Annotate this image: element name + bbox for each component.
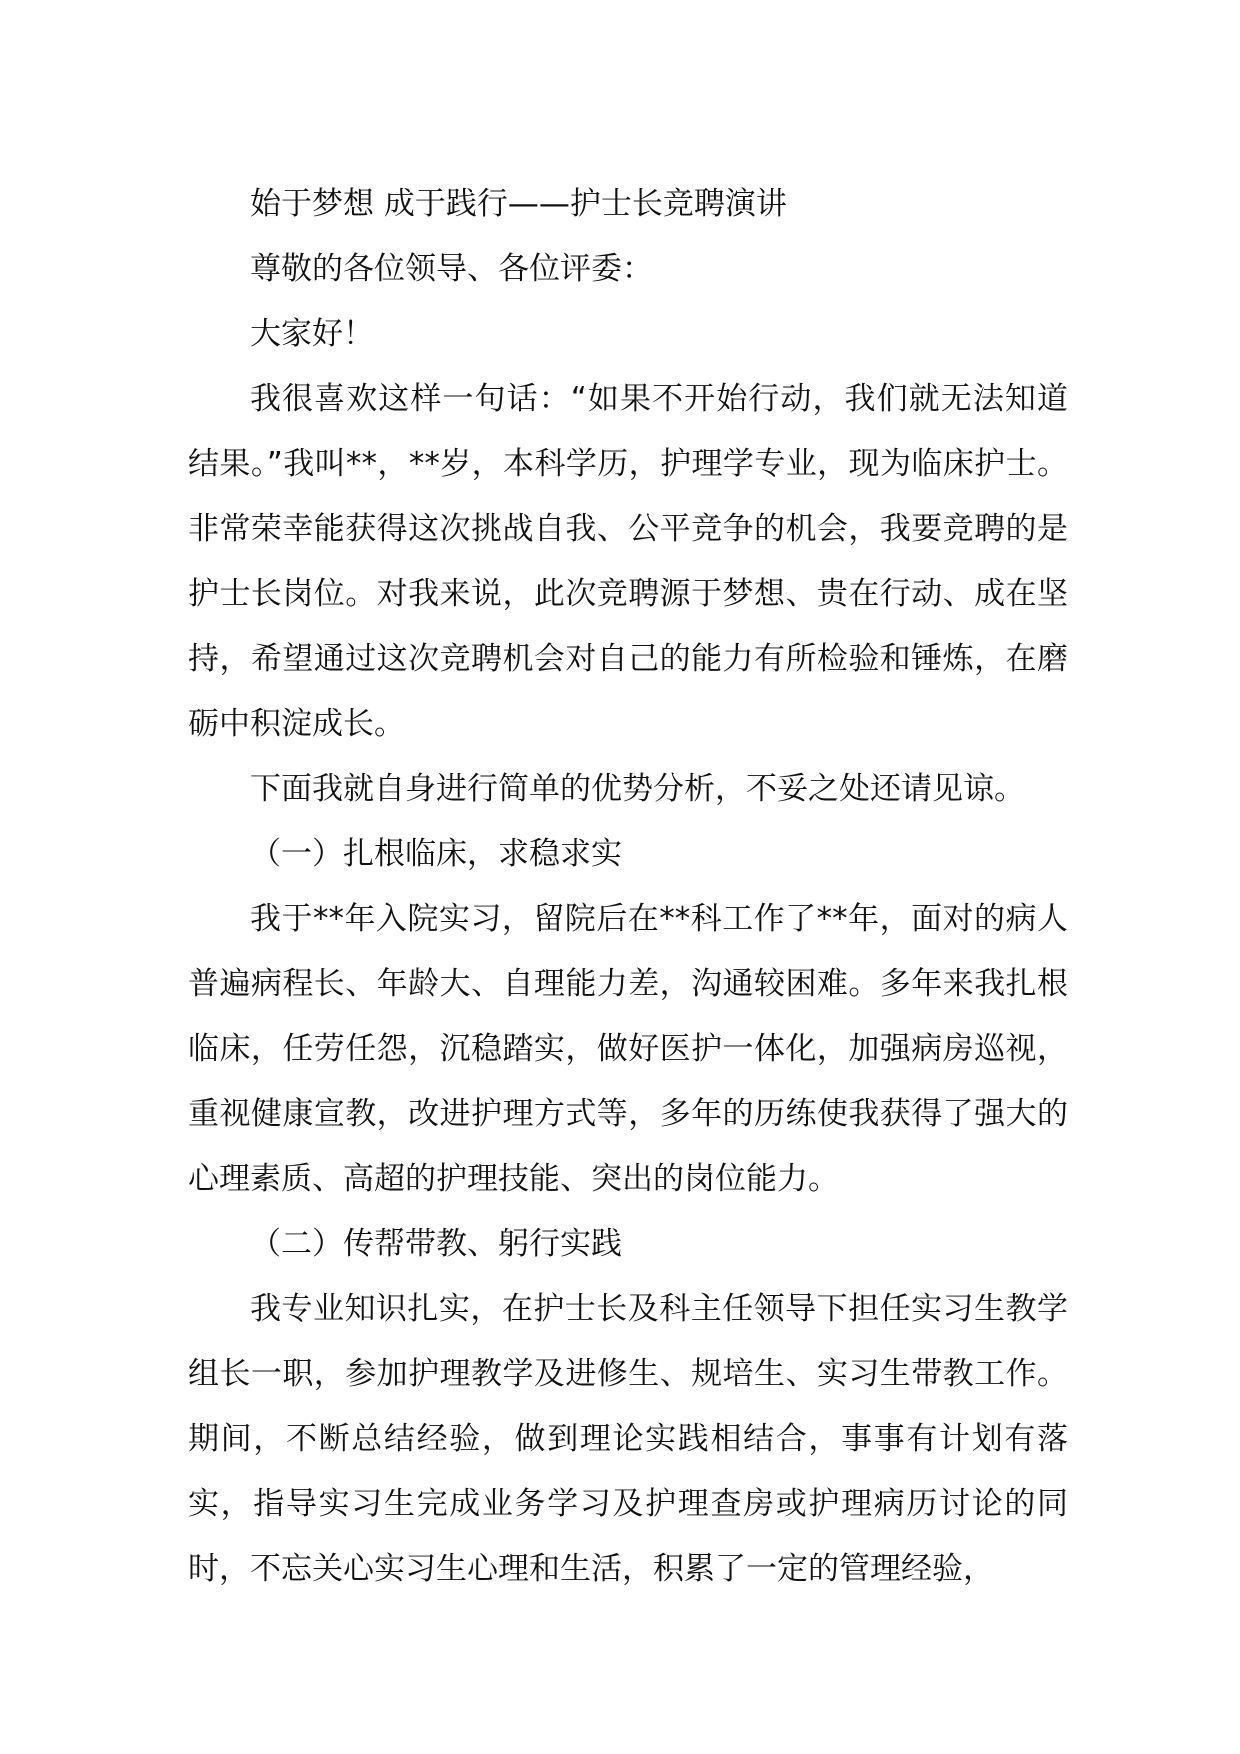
intro-paragraph: 我很喜欢这样一句话：“如果不开始行动，我们就无法知道结果。”我叫**，**岁，本科学历，护理学专业，现为临床护士。非常荣幸能获得这次挑战自我、公平竞争的机会，我要竞聘的是护士长岗位。对我来说，此次竞聘源于梦想、贵在行动、成在坚持，希望通过这次竞聘机会对自己的能力有所检验和锤炼，在磨砺中积淀成长。 [188, 381, 1068, 742]
section-body-2: 我专业知识扎实，在护士长及科主任领导下担任实习生教学组长一职，参加护理教学及进修生、规培生、实习生带教工作。期间，不断总结经验，做到理论实践相结合，事事有计划有落实，指导实习生完成业务学习及护理查房或护理病历讨论的同时，不忘关心实习生心理和生活，积累了一定的管理经验， [188, 1291, 1068, 1587]
document-body [188, 172, 1068, 1602]
analysis-paragraph: 下面我就自身进行简单的优势分析，不妥之处还请见谅。 [250, 771, 1025, 807]
speech-title: 始于梦想 成于践行——护士长竞聘演讲 [250, 186, 787, 222]
section-body-1: 我于**年入院实习，留院后在**科工作了**年，面对的病人普遍病程长、年龄大、自理能力差，沟通较困难。多年来我扎根临床，任劳任怨，沉稳踏实，做好医护一体化，加强病房巡视，重视健康宣教，改进护理方式等，多年的历练使我获得了强大的心理素质、高超的护理技能、突出的岗位能力。 [188, 901, 1068, 1197]
greeting: 大家好！ [250, 316, 374, 352]
salutation: 尊敬的各位领导、各位评委： [250, 251, 653, 287]
section-heading-1: （一）扎根临床，求稳求实 [250, 836, 622, 872]
section-heading-2: （二）传帮带教、躬行实践 [250, 1226, 622, 1262]
